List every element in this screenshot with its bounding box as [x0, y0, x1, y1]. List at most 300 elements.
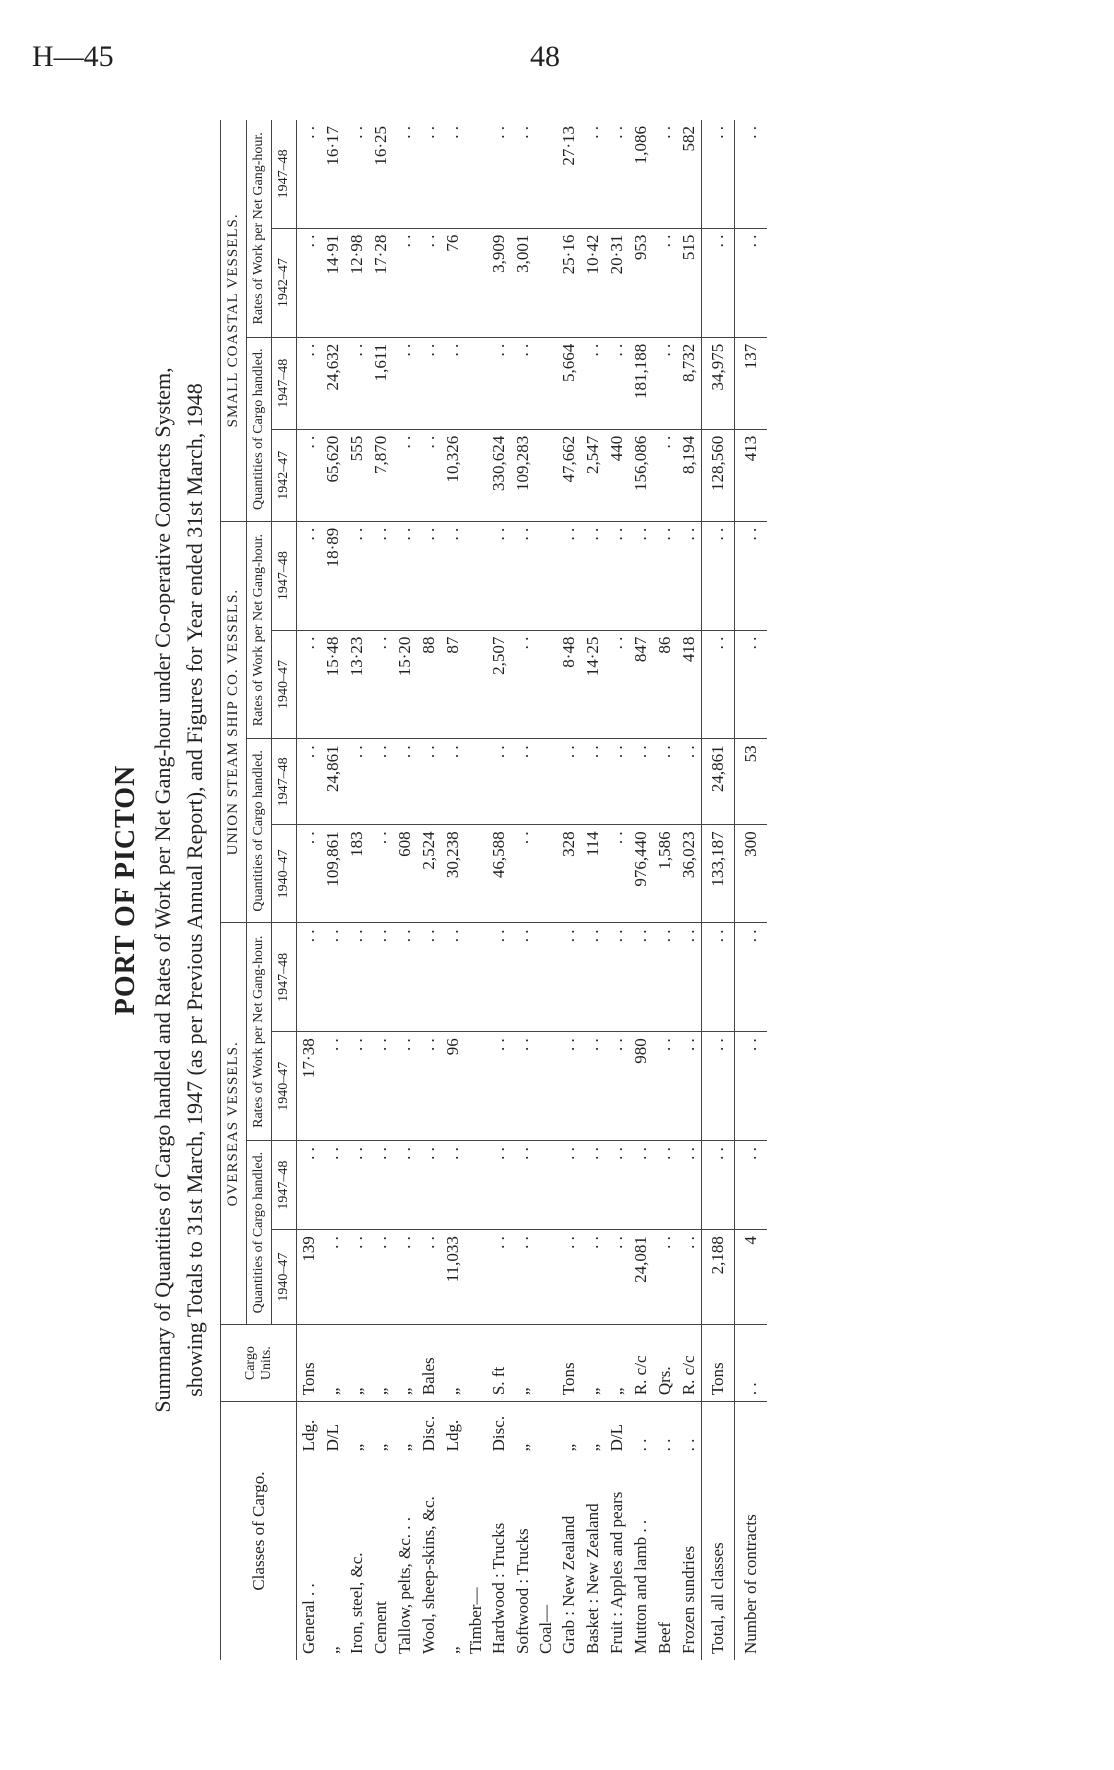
table-cell: . .: [605, 1141, 629, 1230]
table-cell: 36,023: [677, 825, 702, 923]
table-cell: 413: [735, 429, 768, 521]
table-cell: . .: [321, 923, 345, 1032]
table-cell: . .: [629, 521, 653, 630]
table-cell: 515: [677, 228, 702, 337]
table-cell: . .: [511, 1141, 535, 1230]
page-code: H—45: [32, 40, 114, 73]
table-cell: 976,440: [629, 825, 653, 923]
table-row: [653, 120, 677, 1660]
table-cell: . .: [702, 228, 735, 337]
table-cell: . .: [297, 739, 322, 825]
table-cell: . .: [417, 228, 441, 337]
table-cell: 4: [735, 1230, 768, 1325]
table-cell: . .: [487, 1230, 511, 1325]
table-cell: . .: [629, 923, 653, 1032]
cargo-class: Wool, sheep-skins, &c.: [419, 1496, 438, 1654]
overseas-header: OVERSEAS VESSELS.: [221, 923, 247, 1325]
table-cell: . .: [441, 337, 465, 429]
table-cell: . .: [487, 521, 511, 630]
table-cell: . .: [653, 1230, 677, 1325]
table-cell: . .: [345, 1141, 369, 1230]
table-cell: . .: [345, 923, 369, 1032]
cargo-class: Coal—: [536, 1604, 555, 1654]
cargo-subclass: Ldg.: [443, 1419, 462, 1452]
table-cell: . .: [735, 630, 768, 739]
table-cell: 109,283: [511, 429, 535, 521]
table-cell: 3,909: [487, 228, 511, 337]
table-cell: . .: [487, 337, 511, 429]
table-cell: . .: [677, 1141, 702, 1230]
table-cell: 109,861: [321, 825, 345, 923]
table-cell: . .: [581, 1230, 605, 1325]
table-cell: . .: [511, 923, 535, 1032]
cargo-subclass: . .: [631, 1438, 650, 1452]
table-cell: [535, 1141, 557, 1230]
cargo-subclass: D/L: [607, 1423, 626, 1452]
table-cell: . .: [487, 739, 511, 825]
cargo-unit: R. c/c: [677, 1325, 702, 1402]
table-cell: . .: [417, 1141, 441, 1230]
table-cell: . .: [629, 1141, 653, 1230]
port-title: PORT OF PICTON: [110, 764, 141, 1016]
qty-header: Quantities of Cargo handled.: [247, 1141, 272, 1325]
table-cell: 555: [345, 429, 369, 521]
table-cell: [535, 825, 557, 923]
summary-line-2: showing Totals to 31st March, 1947 (as per Previous Annual Report), and Figures for Year ended 31st March, 1948: [182, 383, 207, 1397]
table-row: [321, 120, 345, 1660]
year-header: 1942–47: [272, 429, 297, 521]
table-cell: [535, 630, 557, 739]
table-row: [369, 120, 393, 1660]
table-row: [677, 120, 702, 1660]
table-cell: . .: [297, 1141, 322, 1230]
cargo-unit: „: [321, 1325, 345, 1402]
contracts-row: [735, 120, 768, 1660]
table-cell: . .: [605, 739, 629, 825]
table-cell: . .: [511, 337, 535, 429]
table-cell: [535, 337, 557, 429]
table-cell: 328: [557, 825, 581, 923]
table-cell: . .: [417, 1032, 441, 1141]
cargo-unit: „: [441, 1325, 465, 1402]
cargo-unit: Tons: [557, 1325, 581, 1402]
table-cell: [535, 429, 557, 521]
table-cell: . .: [393, 923, 417, 1032]
table-cell: 87: [441, 630, 465, 739]
cargo-subclass: . .: [655, 1438, 674, 1452]
year-header: 1947–48: [272, 337, 297, 429]
cargo-unit: . .: [735, 1325, 768, 1402]
cargo-unit: „: [581, 1325, 605, 1402]
table-cell: 1,586: [653, 825, 677, 923]
table-cell: . .: [345, 739, 369, 825]
total-row: [702, 120, 735, 1660]
table-cell: [465, 429, 487, 521]
table-cell: [465, 923, 487, 1032]
table-cell: . .: [581, 337, 605, 429]
table-cell: 24,861: [702, 739, 735, 825]
cargo-unit: „: [605, 1325, 629, 1402]
year-header: 1947–48: [272, 923, 297, 1032]
cargo-unit: Tons: [297, 1325, 322, 1402]
rotated-document: [40, 90, 920, 1690]
table-cell: [465, 228, 487, 337]
table-cell: 3,001: [511, 228, 535, 337]
table-cell: 10,326: [441, 429, 465, 521]
table-cell: . .: [297, 825, 322, 923]
table-cell: [535, 739, 557, 825]
table-cell: [465, 1230, 487, 1325]
year-header: 1947–48: [272, 120, 297, 228]
cargo-unit: R. c/c: [629, 1325, 653, 1402]
table-cell: . .: [369, 825, 393, 923]
table-row: [535, 120, 557, 1660]
cargo-class: „: [443, 1646, 462, 1654]
table-cell: . .: [297, 630, 322, 739]
table-cell: . .: [605, 521, 629, 630]
table-cell: 16·17: [321, 120, 345, 228]
table-cell: 137: [735, 337, 768, 429]
table-cell: . .: [735, 1032, 768, 1141]
table-row: [487, 120, 511, 1660]
table-cell: [465, 739, 487, 825]
rates-header: Rates of Work per Net Gang-hour.: [247, 521, 272, 739]
table-cell: 13·23: [345, 630, 369, 739]
cargo-subclass: Disc.: [419, 1415, 438, 1452]
table-cell: . .: [369, 521, 393, 630]
cargo-subclass: „: [513, 1443, 532, 1452]
table-cell: 34,975: [702, 337, 735, 429]
table-cell: 1,086: [629, 120, 653, 228]
year-header: 1947–48: [272, 1141, 297, 1230]
table-cell: 114: [581, 825, 605, 923]
table-cell: 2,524: [417, 825, 441, 923]
table-cell: 953: [629, 228, 653, 337]
table-cell: . .: [677, 923, 702, 1032]
cargo-unit: S. ft: [487, 1325, 511, 1402]
table-cell: . .: [735, 1141, 768, 1230]
table-cell: . .: [297, 521, 322, 630]
table-cell: 25·16: [557, 228, 581, 337]
table-cell: 8,194: [677, 429, 702, 521]
table-cell: 76: [441, 228, 465, 337]
table-cell: 15·20: [393, 630, 417, 739]
cargo-class: Mutton and lamb . .: [631, 1519, 650, 1654]
cargo-subclass: Disc.: [489, 1415, 508, 1452]
table-cell: . .: [677, 521, 702, 630]
table-cell: . .: [735, 521, 768, 630]
table-cell: . .: [417, 923, 441, 1032]
summary-line-1: Summary of Quantities of Cargo handled and Rates of Work per Net Gang-hour under Co-operative Contracts System,: [150, 367, 175, 1413]
table-cell: 27·13: [557, 120, 581, 228]
table-row: [345, 120, 369, 1660]
table-cell: 24,632: [321, 337, 345, 429]
table-cell: . .: [653, 739, 677, 825]
table-cell: . .: [557, 1141, 581, 1230]
table-cell: . .: [735, 120, 768, 228]
cargo-unit: Bales: [417, 1325, 441, 1402]
year-header: 1942–47: [272, 228, 297, 337]
table-cell: . .: [653, 1032, 677, 1141]
table-cell: 24,861: [321, 739, 345, 825]
table-row: [511, 120, 535, 1660]
table-cell: . .: [441, 120, 465, 228]
table-cell: . .: [605, 825, 629, 923]
table-cell: 11,033: [441, 1230, 465, 1325]
table-cell: . .: [345, 1230, 369, 1325]
cargo-subclass: D/L: [323, 1423, 342, 1452]
table-cell: . .: [417, 429, 441, 521]
table-cell: 582: [677, 120, 702, 228]
table-cell: . .: [653, 429, 677, 521]
table-cell: 47,662: [557, 429, 581, 521]
table-cell: [465, 1141, 487, 1230]
table-cell: . .: [345, 120, 369, 228]
table-cell: . .: [677, 1230, 702, 1325]
table-cell: . .: [441, 1141, 465, 1230]
table-cell: . .: [605, 1230, 629, 1325]
table-cell: [535, 521, 557, 630]
table-cell: . .: [297, 337, 322, 429]
table-cell: . .: [581, 923, 605, 1032]
table-cell: 608: [393, 825, 417, 923]
table-cell: . .: [511, 825, 535, 923]
table-cell: . .: [417, 1230, 441, 1325]
table-cell: 46,588: [487, 825, 511, 923]
table-cell: . .: [321, 1141, 345, 1230]
table-cell: . .: [677, 739, 702, 825]
cargo-class: Fruit : Apples and pears: [607, 1491, 626, 1654]
table-row: [581, 120, 605, 1660]
table-cell: . .: [297, 429, 322, 521]
table-cell: 300: [735, 825, 768, 923]
page-number: 48: [530, 40, 560, 73]
table-cell: . .: [653, 337, 677, 429]
table-cell: . .: [393, 521, 417, 630]
table-cell: 183: [345, 825, 369, 923]
cargo-class: Cement: [371, 1601, 390, 1654]
table-cell: [535, 1230, 557, 1325]
table-row: [417, 120, 441, 1660]
table-cell: 847: [629, 630, 653, 739]
table-cell: . .: [557, 1032, 581, 1141]
table-cell: . .: [393, 429, 417, 521]
table-cell: . .: [511, 521, 535, 630]
table-cell: . .: [511, 120, 535, 228]
table-cell: [535, 923, 557, 1032]
table-cell: . .: [321, 1230, 345, 1325]
year-header: 1940–47: [272, 1230, 297, 1325]
table-cell: . .: [677, 1032, 702, 1141]
table-cell: [465, 825, 487, 923]
table-cell: . .: [345, 521, 369, 630]
table-cell: 2,547: [581, 429, 605, 521]
table-row: [297, 120, 322, 1660]
table-cell: . .: [369, 1141, 393, 1230]
table-cell: [535, 228, 557, 337]
year-header: 1947–48: [272, 521, 297, 630]
cargo-subclass: „: [371, 1443, 390, 1452]
cargo-unit: „: [393, 1325, 417, 1402]
table-cell: . .: [629, 739, 653, 825]
table-cell: . .: [417, 337, 441, 429]
cargo-subclass: Ldg.: [299, 1419, 318, 1452]
table-cell: 181,188: [629, 337, 653, 429]
table-cell: . .: [557, 521, 581, 630]
units-header: Cargo Units.: [221, 1325, 297, 1402]
table-cell: 418: [677, 630, 702, 739]
table-cell: . .: [511, 739, 535, 825]
table-cell: . .: [417, 120, 441, 228]
table-cell: . .: [393, 1230, 417, 1325]
table-cell: . .: [735, 923, 768, 1032]
table-cell: 96: [441, 1032, 465, 1141]
table-cell: [465, 120, 487, 228]
table-cell: 330,624: [487, 429, 511, 521]
table-cell: . .: [653, 120, 677, 228]
cargo-class: Basket : New Zealand: [583, 1503, 602, 1654]
table-cell: . .: [702, 1141, 735, 1230]
cargo-subclass: „: [559, 1443, 578, 1452]
year-header: 1940–47: [272, 825, 297, 923]
cargo-class: Beef: [655, 1621, 674, 1654]
table-cell: . .: [369, 630, 393, 739]
cargo-class: Number of contracts: [741, 1514, 760, 1654]
union-header: UNION STEAM SHIP CO. VESSELS.: [221, 521, 247, 923]
rates-header: Rates of Work per Net Gang-hour.: [247, 120, 272, 337]
year-header: 1940–47: [272, 1032, 297, 1141]
table-cell: 5,664: [557, 337, 581, 429]
cargo-unit: [465, 1325, 487, 1402]
table-cell: . .: [581, 739, 605, 825]
cargo-class: Iron, steel, &c.: [347, 1552, 366, 1654]
cargo-subclass: „: [583, 1443, 602, 1452]
table-cell: [465, 1032, 487, 1141]
table-cell: 8·48: [557, 630, 581, 739]
table-row: [393, 120, 417, 1660]
classes-header: Classes of Cargo.: [221, 1402, 297, 1660]
table-cell: 30,238: [441, 825, 465, 923]
table-cell: . .: [393, 337, 417, 429]
table-cell: 14·25: [581, 630, 605, 739]
table-cell: 24,081: [629, 1230, 653, 1325]
cargo-subclass: [535, 1402, 557, 1458]
table-cell: . .: [557, 1230, 581, 1325]
cargo-subclass: . .: [679, 1438, 698, 1452]
cargo-unit: „: [369, 1325, 393, 1402]
table-cell: 8,732: [677, 337, 702, 429]
table-cell: . .: [581, 521, 605, 630]
table-row: [441, 120, 465, 1660]
year-header: 1947–48: [272, 739, 297, 825]
cargo-unit: Qrs.: [653, 1325, 677, 1402]
cargo-class: Tallow, pelts, &c. . .: [395, 1517, 414, 1654]
table-cell: . .: [393, 1032, 417, 1141]
table-cell: . .: [393, 1141, 417, 1230]
table-cell: . .: [735, 228, 768, 337]
cargo-subclass: „: [347, 1443, 366, 1452]
rates-header: Rates of Work per Net Gang-hour.: [247, 923, 272, 1141]
table-cell: 7,870: [369, 429, 393, 521]
coastal-header: SMALL COASTAL VESSELS.: [221, 120, 247, 521]
table-cell: . .: [653, 923, 677, 1032]
table-cell: . .: [605, 1032, 629, 1141]
table-cell: [465, 337, 487, 429]
table-cell: 53: [735, 739, 768, 825]
table-cell: 16·25: [369, 120, 393, 228]
cargo-unit: „: [511, 1325, 535, 1402]
table-cell: . .: [345, 1032, 369, 1141]
table-cell: . .: [511, 630, 535, 739]
table-cell: . .: [487, 1141, 511, 1230]
table-cell: . .: [511, 1230, 535, 1325]
table-cell: . .: [653, 228, 677, 337]
table-cell: . .: [653, 1141, 677, 1230]
table-cell: 88: [417, 630, 441, 739]
table-cell: . .: [605, 923, 629, 1032]
table-row: [605, 120, 629, 1660]
table-cell: . .: [369, 923, 393, 1032]
table-cell: . .: [417, 521, 441, 630]
table-cell: . .: [441, 739, 465, 825]
table-cell: [535, 1032, 557, 1141]
table-row: [629, 120, 653, 1660]
table-cell: 2,188: [702, 1230, 735, 1325]
table-cell: . .: [702, 1032, 735, 1141]
table-cell: . .: [702, 923, 735, 1032]
table-cell: 17·28: [369, 228, 393, 337]
table-cell: 440: [605, 429, 629, 521]
table-cell: 980: [629, 1032, 653, 1141]
table-cell: . .: [581, 1032, 605, 1141]
table-cell: . .: [393, 739, 417, 825]
table-cell: [465, 630, 487, 739]
table-body: [297, 120, 768, 1660]
table-cell: . .: [297, 120, 322, 228]
table-cell: 12·98: [345, 228, 369, 337]
table-cell: . .: [702, 120, 735, 228]
table-cell: . .: [605, 630, 629, 739]
table-cell: . .: [653, 521, 677, 630]
cargo-unit: „: [345, 1325, 369, 1402]
table-row: [465, 120, 487, 1660]
table-cell: 133,187: [702, 825, 735, 923]
table-cell: . .: [605, 337, 629, 429]
qty-header: Quantities of Cargo handled.: [247, 337, 272, 521]
qty-header: Quantities of Cargo handled.: [247, 739, 272, 923]
cargo-table: [220, 120, 767, 1660]
cargo-subclass: [465, 1402, 487, 1458]
table-cell: . .: [441, 923, 465, 1032]
cargo-unit: Tons: [702, 1325, 735, 1402]
cargo-unit: [535, 1325, 557, 1402]
table-cell: . .: [487, 120, 511, 228]
table-cell: . .: [321, 1032, 345, 1141]
table-cell: . .: [369, 1230, 393, 1325]
cargo-class: Hardwood : Trucks: [489, 1522, 508, 1654]
cargo-class: Softwood : Trucks: [513, 1528, 532, 1654]
table-row: [557, 120, 581, 1660]
table-cell: . .: [487, 923, 511, 1032]
table-cell: . .: [557, 739, 581, 825]
table-cell: . .: [345, 337, 369, 429]
table-cell: 139: [297, 1230, 322, 1325]
table-cell: . .: [297, 228, 322, 337]
table-cell: . .: [702, 630, 735, 739]
table-cell: . .: [581, 1141, 605, 1230]
table-cell: 10·42: [581, 228, 605, 337]
table-cell: 128,560: [702, 429, 735, 521]
